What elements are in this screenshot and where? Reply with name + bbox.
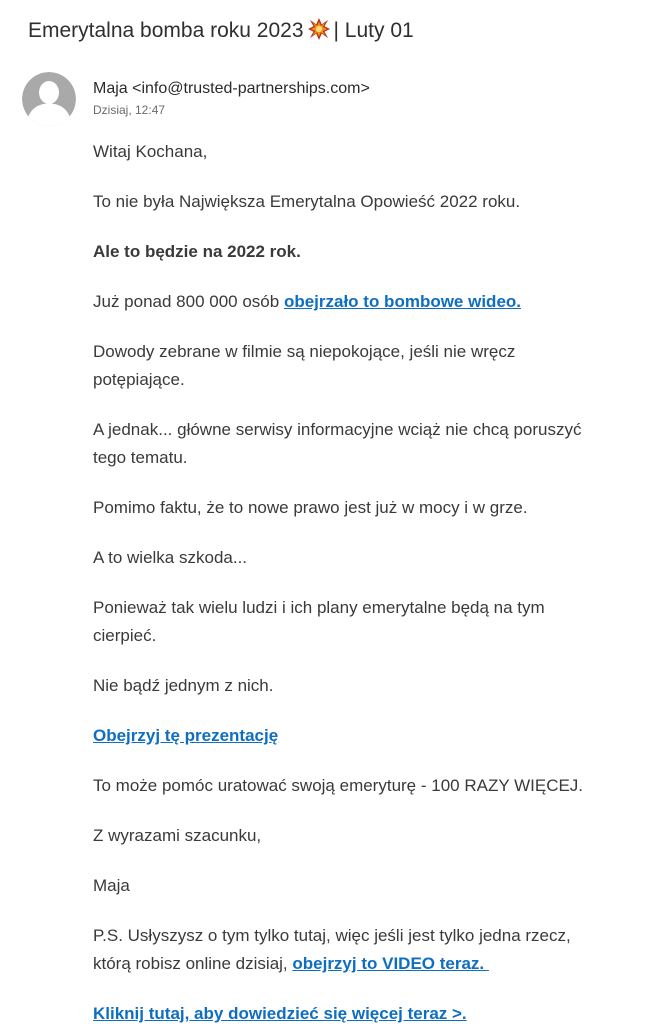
body-text: Maja xyxy=(93,876,130,895)
sender-block xyxy=(93,72,370,118)
body-link[interactable]: obejrzyj to VIDEO teraz. xyxy=(292,954,489,973)
subject-text-after: | Luty 01 xyxy=(333,19,414,42)
body-paragraph xyxy=(93,288,605,316)
body-text: Witaj Kochana, xyxy=(93,142,208,161)
body-paragraph xyxy=(93,338,605,394)
subject-line xyxy=(0,0,660,45)
body-text: Ale to będzie na 2022 rok. xyxy=(93,242,301,261)
body-paragraph xyxy=(93,672,605,700)
body-paragraph xyxy=(93,594,605,650)
body-paragraph xyxy=(93,772,605,800)
body-text: Już ponad 800 000 osób xyxy=(93,292,284,311)
collision-explosion-icon xyxy=(308,18,330,40)
body-text: A jednak... główne serwisy informacyjne wciąż nie chcą poruszyć tego tematu. xyxy=(93,420,582,467)
body-text: A to wielka szkoda... xyxy=(93,548,248,567)
body-paragraph xyxy=(93,872,605,900)
body-link[interactable]: Kliknij tutaj, aby dowiedzieć się więcej teraz >. xyxy=(93,1004,467,1023)
body-text: To nie była Największa Emerytalna Opowieść 2022 roku. xyxy=(93,192,521,211)
person-silhouette-icon xyxy=(22,72,76,126)
body-paragraph xyxy=(93,922,605,978)
message-header xyxy=(22,72,660,126)
sender-name: Maja <info@trusted-partnerships.com> xyxy=(93,80,370,97)
body-paragraph xyxy=(93,416,605,472)
body-paragraph xyxy=(93,722,605,750)
message-timestamp: Dzisiaj, 12:47 xyxy=(93,103,166,117)
body-text: To może pomóc uratować swoją emeryturę - 100 RAZY WIĘCEJ. xyxy=(93,776,584,795)
body-paragraph xyxy=(93,188,605,216)
subject-text-before: Emerytalna bomba roku 2023 xyxy=(28,19,304,42)
email-body xyxy=(93,138,605,1028)
body-text: Dowody zebrane w filmie są niepokojące, jeśli nie wręcz potępiające. xyxy=(93,342,516,389)
body-link[interactable]: Obejrzyj tę prezentację xyxy=(93,726,279,745)
body-text: Pomimo faktu, że to nowe prawo jest już w mocy i w grze. xyxy=(93,498,528,517)
sender-avatar[interactable] xyxy=(22,72,76,126)
body-paragraph xyxy=(93,494,605,522)
body-link[interactable]: obejrzało to bombowe wideo. xyxy=(283,292,521,311)
body-text: Ponieważ tak wielu ludzi i ich plany emerytalne będą na tym cierpieć. xyxy=(93,598,545,645)
body-text: Nie bądź jednym z nich. xyxy=(93,676,274,695)
body-text: P.S. Usłyszysz o tym tylko tutaj, więc jeśli jest tylko jedna rzecz, którą robisz online dzisiaj, xyxy=(93,926,571,973)
body-paragraph xyxy=(93,544,605,572)
body-paragraph xyxy=(93,238,605,266)
body-paragraph xyxy=(93,1000,605,1028)
body-paragraph xyxy=(93,822,605,850)
body-text: Z wyrazami szacunku, xyxy=(93,826,262,845)
body-paragraph xyxy=(93,138,605,166)
